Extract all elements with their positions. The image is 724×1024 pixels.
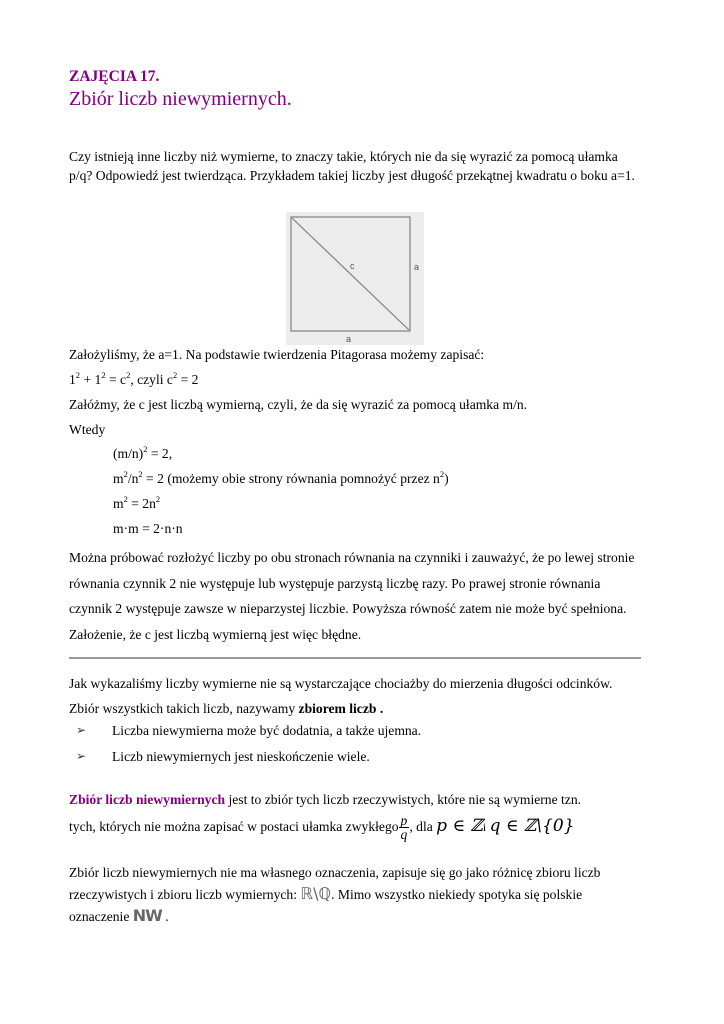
condition-p: p ∈ ℤ [436,816,483,836]
suppose-line: Załóżmy, że c jest liczbą wymierną, czyli, że da się wyrazić za pomocą ułamka m/n. [69,397,528,412]
bold-term: zbiorem liczb . [298,701,384,716]
side-label-right: a [414,262,420,272]
then-line: Wtedy [69,422,106,437]
equation-3: $m^2 = 2n^2$ [113,494,161,511]
pythagoras-line: $1^2 + 1^2 = c^2$, czyli $c^2 = 2$ [69,370,199,387]
irrational-set-symbol: ℝ\ℚ [300,884,332,903]
conclusion-paragraph: Można próbować rozłożyć liczby po obu stronach równania na czynniki i zauważyć, że po lewej stronie równania czynnik 2 nie występuje lub występuje parzystą liczbę razy. Po prawej stronie równania czynnik 2 występuje zawsze w nieparzystej liczbie. Powyższa równość zatem nie może być spełniona. Założenie, że c jest liczbą wymierną jest więc błędne. [69,550,635,642]
lesson-title: Zbiór liczb niewymiernych. [69,88,292,110]
equation-2: $m^2/n^2 = 2$ (możemy obie strony równania pomnożyć przez $n^2$) [113,469,449,486]
definition-line-2: tych, których nie można zapisać w postaci ułamka zwykłego $\frac{p}{q}$ , dla p ∈ ℤi q ∈ ℤ\{0} [69,813,575,843]
side-label-bottom: a [346,334,352,344]
arrow-bullet-icon: ➢ [76,749,87,763]
arrow-bullet-icon: ➢ [76,723,87,737]
bullet-item-1: Liczba niewymierna może być dodatnia, a także ujemna. [112,723,422,738]
diagonal-line [292,218,409,330]
notation-paragraph: Zbiór liczb niewymiernych nie ma własnego oznaczenia, zapisuje się go jako różnicę zbioru liczb rzeczywistych i zbioru liczb wymiernych: ℝ\ℚ. Mimo wszystko niekiedy spotyka się polskie oznaczenie NW . [69,865,601,925]
fraction-p-over-q: $\frac{p}{q}$ [400,813,408,843]
nw-symbol: NW [132,906,162,925]
equation-1: $(m/n)^2 = 2$, [113,444,173,461]
intro-paragraph: Czy istnieją inne liczby niż wymierne, to znaczy takie, których nie da się wyrazić za pomocą ułamka p/q? Odpowiedź jest twierdząca. Przykładem takiej liczby jest długość przekątnej kwadratu o boku a=1. [69,149,635,183]
diagonal-label: c [350,261,355,271]
equation-4: m·m = 2·n·n [113,521,183,536]
assumption-line: Założyliśmy, że a=1. Na podstawie twierdzenia Pitagorasa możemy zapisać: [69,347,485,362]
square-diagram [286,212,424,345]
condition-q: q ∈ ℤ\{0} [489,816,575,836]
definition-term: Zbiór liczb niewymiernych [69,792,226,807]
lesson-number: ZAJĘCIA 17. [69,68,160,85]
square-diagram-svg [286,212,424,345]
definition-line-1: Zbiór liczb niewymiernych jest to zbiór tych liczb rzeczywistych, które nie są wymierne tzn. [69,792,582,807]
section2-paragraph: Jak wykazaliśmy liczby wymierne nie są wystarczające chociażby do mierzenia długości odcinków. Zbiór wszystkich takich liczb, nazywamy zbiorem liczb . [69,676,613,716]
bullet-item-2: Liczb niewymiernych jest nieskończenie wiele. [112,749,370,764]
section-divider [69,657,641,659]
